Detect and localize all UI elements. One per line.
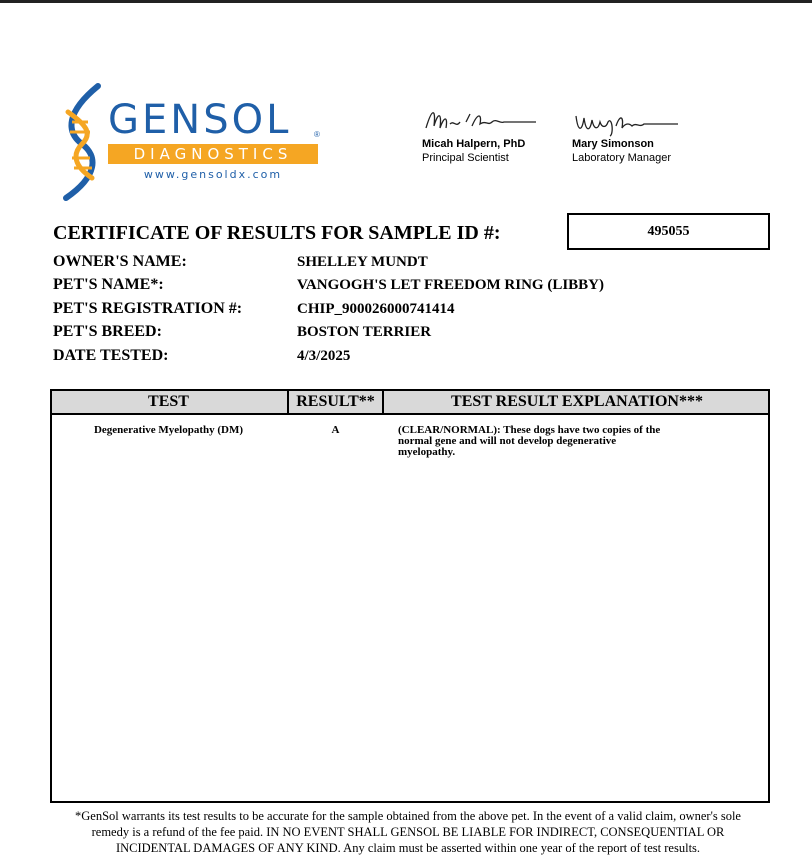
dna-helix-icon	[58, 82, 106, 202]
signatory-name: Mary Simonson	[572, 138, 654, 150]
gensol-logo	[58, 82, 328, 202]
registered-mark: ®	[314, 130, 320, 139]
registration-value: CHIP_900026000741414	[297, 301, 455, 317]
signature-image	[572, 108, 692, 138]
disclaimer-line: INCIDENTAL DAMAGES OF ANY KIND. Any claim must be asserted within one year of the report of test results.	[115, 841, 701, 855]
column-header-test: TEST	[148, 393, 189, 410]
disclaimer-footer	[56, 808, 760, 856]
registration-row	[53, 300, 773, 320]
explanation-line: myelopathy.	[398, 446, 456, 458]
date-tested-label: DATE TESTED:	[53, 347, 169, 364]
breed-label: PET'S BREED:	[53, 323, 162, 340]
brand-name: GENSOL	[108, 97, 292, 143]
result-cell: A	[331, 424, 340, 436]
owner-label: OWNER'S NAME:	[53, 253, 187, 270]
breed-value: BOSTON TERRIER	[297, 324, 432, 340]
disclaimer-line: remedy is a refund of the fee paid. IN NO EVENT SHALL GENSOL BE LIABLE FOR INDIRECT, CONSEQUENTIAL OR	[91, 825, 725, 839]
signatory-title: Principal Scientist	[422, 152, 509, 164]
signatory-lab-manager	[572, 108, 702, 164]
results-table	[50, 389, 770, 803]
date-tested-row	[53, 347, 773, 367]
pet-name-row	[53, 276, 773, 296]
signatory-principal-scientist	[422, 102, 552, 164]
signatory-name: Micah Halpern, PhD	[422, 138, 526, 150]
brand-subtitle: DIAGNOSTICS	[108, 144, 318, 164]
signatory-title: Laboratory Manager	[572, 152, 672, 164]
owner-value: SHELLEY MUNDT	[297, 254, 428, 270]
sample-id-box: 495055	[567, 213, 770, 250]
test-name-cell: Degenerative Myelopathy (DM)	[93, 424, 244, 436]
column-header-result: RESULT**	[287, 391, 384, 413]
owner-row	[53, 253, 773, 273]
registration-label: PET'S REGISTRATION #:	[53, 300, 243, 317]
pet-name-label: PET'S NAME*:	[53, 276, 164, 293]
disclaimer-line: *GenSol warrants its test results to be accurate for the sample obtained from the above pet. In the event of a valid claim, owner's sole	[75, 809, 741, 823]
certificate-title: CERTIFICATE OF RESULTS FOR SAMPLE ID #:	[53, 222, 501, 244]
top-border	[0, 0, 812, 3]
explanation-cell	[398, 425, 698, 458]
breed-row	[53, 323, 773, 343]
pet-name-value: VANGOGH'S LET FREEDOM RING (LIBBY)	[297, 277, 604, 293]
explanation-line: normal gene and will not develop degenerative	[398, 435, 617, 447]
column-header-explanation: TEST RESULT EXPLANATION***	[451, 393, 703, 410]
brand-website: www.gensoldx.com	[143, 168, 283, 181]
date-tested-value: 4/3/2025	[297, 348, 351, 364]
explanation-line: (CLEAR/NORMAL): These dogs have two copies of the	[398, 424, 661, 436]
results-table-header	[52, 391, 768, 415]
signature-image	[422, 102, 542, 138]
